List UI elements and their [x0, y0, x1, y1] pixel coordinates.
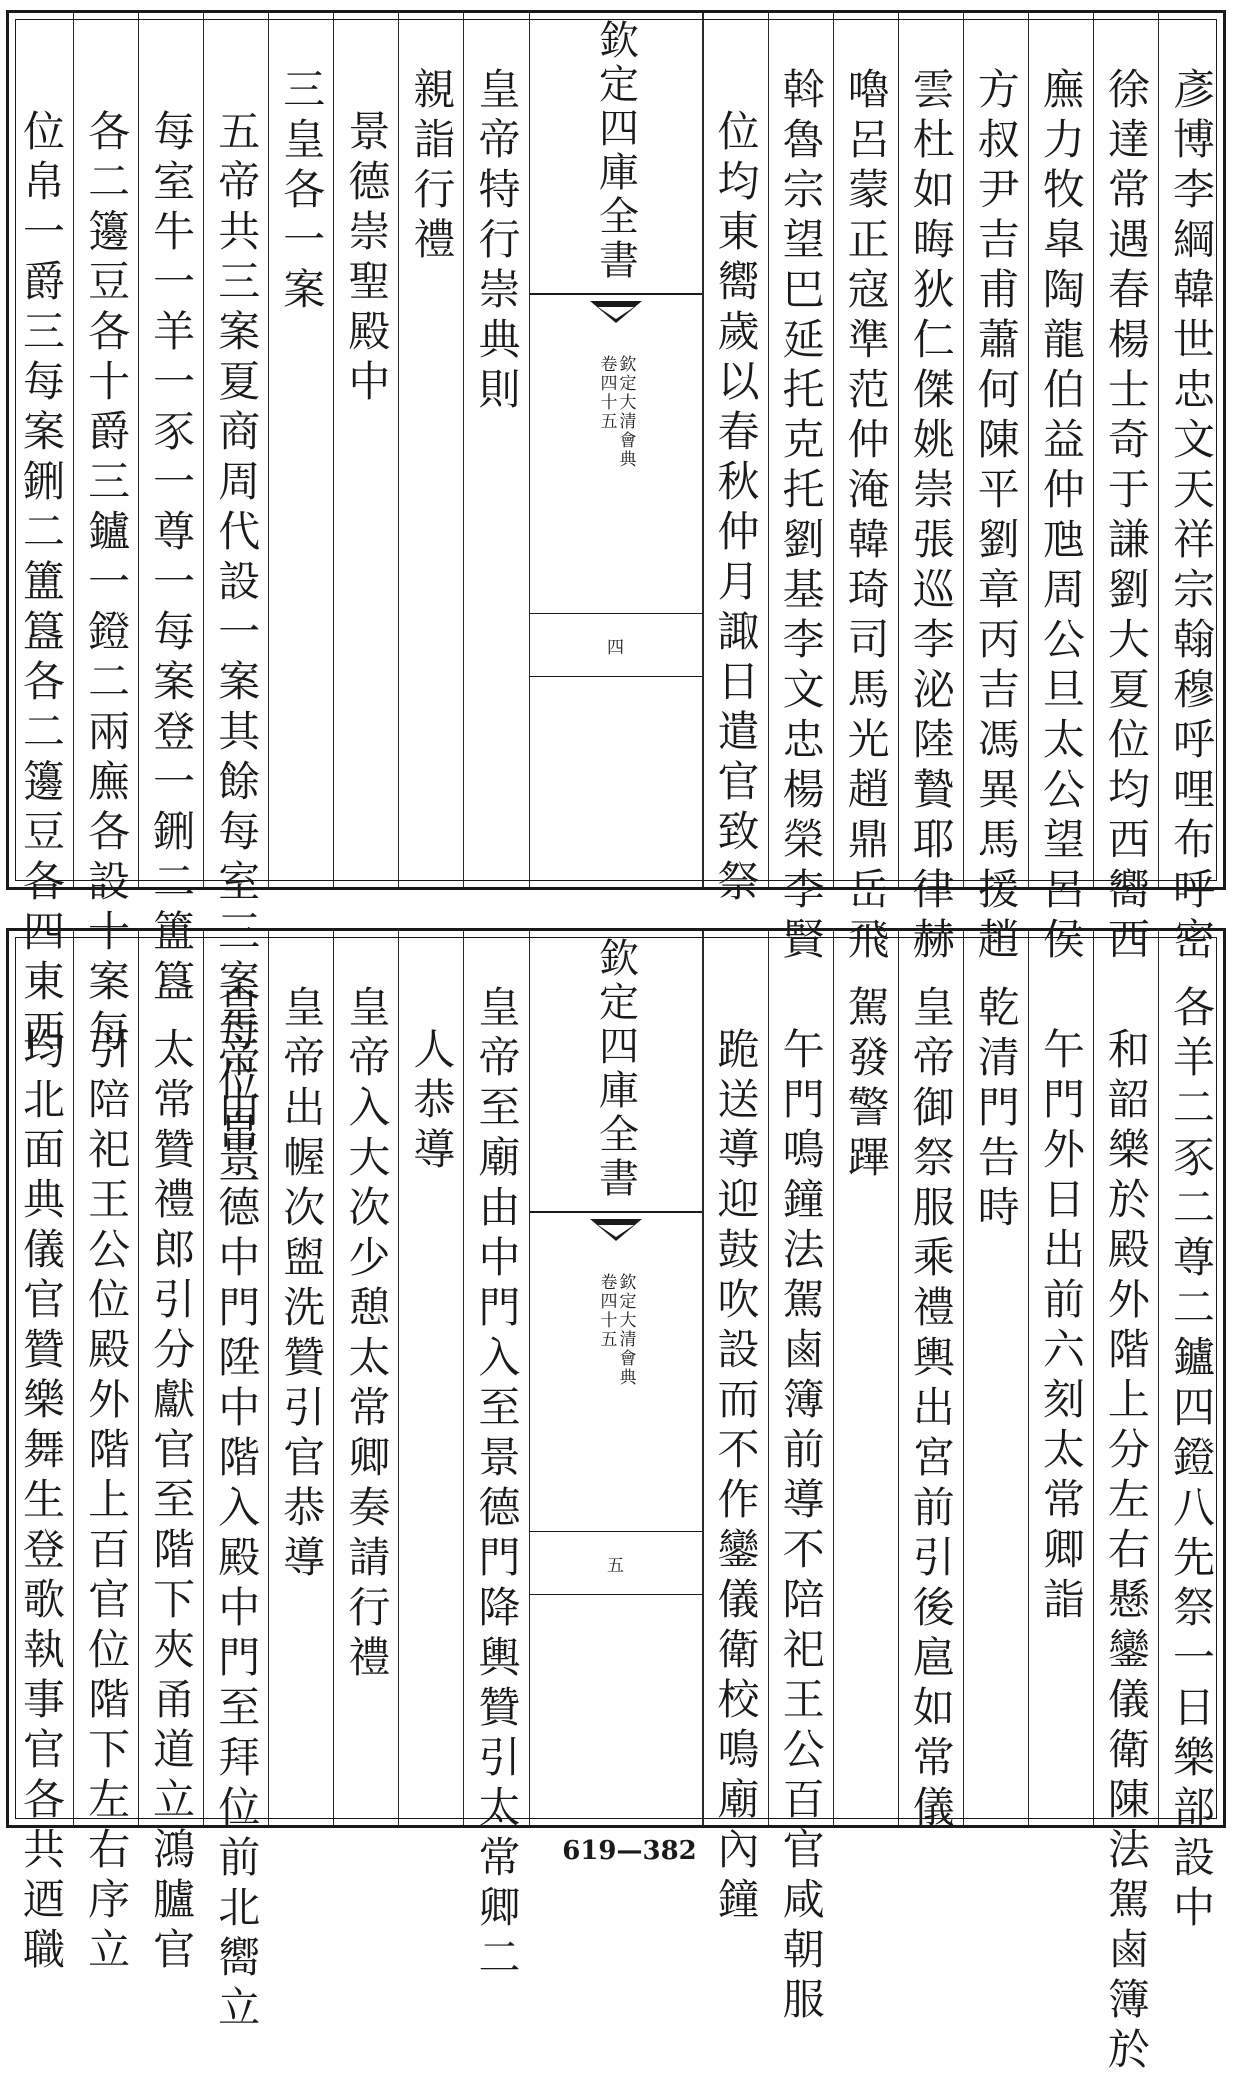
- fish-tail-mark: [530, 1211, 702, 1259]
- text-column: 跪送導迎鼓吹設而不作鑾儀衛校鳴廟內鐘: [703, 931, 768, 1825]
- text-column: 五帝共三案夏商周代設一案其餘每室三案每位帛一: [203, 13, 268, 887]
- library-title: 欽定四庫全書: [592, 937, 639, 1201]
- text-column: 斡魯宗望巴延托克托劉基李文忠楊榮李賢: [768, 13, 833, 887]
- volume-number: 卷四十五: [596, 355, 617, 431]
- text-column: 皇帝至廟由中門入至景德門降輿贊引太常卿二: [463, 931, 528, 1825]
- text-column: 均北面典儀官贊樂舞生登歌執事官各共迺職: [17, 1027, 67, 1977]
- text-column: 皇帝由景德中門陞中階入殿中門至拜位前北嚮立: [203, 931, 268, 1825]
- text-column: 皇帝入大次少憩太常卿奏請行禮: [333, 931, 398, 1825]
- fish-tail-mark: [530, 293, 702, 341]
- spine-subtitle: [598, 355, 634, 469]
- book-title: 欽定大清會典: [615, 355, 636, 469]
- text-column: 皇帝御祭服乘禮輿出宮前引後扈如常儀: [898, 931, 963, 1825]
- text-column: 皇帝特行崇典則: [463, 13, 528, 887]
- text-column: 各二籩豆各十爵三鑪一鐙二兩廡各設十案每: [73, 13, 138, 887]
- library-title: 欽定四庫全書: [592, 19, 639, 283]
- text-column: 人恭導: [398, 931, 463, 1825]
- spine-subtitle: [598, 1273, 634, 1387]
- folio-number: 五: [530, 1531, 702, 1595]
- text-column: 雲杜如晦狄仁傑姚崇張巡李泌陸贄耶律赫: [898, 13, 963, 887]
- folio-number: 四: [530, 613, 702, 677]
- text-column: 駕發警蹕: [833, 931, 898, 1825]
- text-column: 位均東嚮歲以春秋仲月諏日遣官致祭: [703, 13, 768, 887]
- text-column: 皇帝出幄次盥洗贊引官恭導: [268, 931, 333, 1825]
- text-column: 彥博李綱韓世忠文天祥宗翰穆呼哩布呼密: [1158, 13, 1223, 887]
- text-column: 方叔尹吉甫蕭何陳平劉章丙吉馮異馬援趙: [963, 13, 1028, 887]
- text-column: 午門鳴鐘法駕鹵簿前導不陪祀王公百官咸朝服: [768, 931, 833, 1825]
- page-spine: [529, 931, 703, 1825]
- text-column: 景德崇聖殿中: [333, 13, 398, 887]
- text-column: 位帛一爵三每案鉶二簠簋各二籩豆各四東西: [17, 109, 67, 1059]
- book-title: 欽定大清會典: [615, 1273, 636, 1387]
- text-column: 乾清門告時: [963, 931, 1028, 1825]
- volume-number: 卷四十五: [596, 1273, 617, 1349]
- text-column: 親詣行禮: [398, 13, 463, 887]
- page-spine: [529, 13, 703, 887]
- text-column: 三皇各一案: [268, 13, 333, 887]
- text-column: 每室牛一羊一豕一尊一每案登一鉶二簠簋: [138, 13, 203, 887]
- text-column: 太常贊禮郎引分獻官至階下夾甬道立鴻臚官: [138, 931, 203, 1825]
- text-column: 嚕呂蒙正寇準范仲淹韓琦司馬光趙鼎岳飛: [833, 13, 898, 887]
- text-column: 徐達常遇春楊士奇于謙劉大夏位均西嚮西: [1093, 13, 1158, 887]
- page-number-footer: 619—382: [562, 1836, 697, 1866]
- text-column: 各羊二豕二尊二鑪四鐙八先祭一日樂部設中: [1158, 931, 1223, 1825]
- text-column: 和韶樂於殿外階上分左右懸鑾儀衛陳法駕鹵簿於: [1093, 931, 1158, 1825]
- text-column: 廡力牧皐陶龍伯益仲虺周公旦太公望呂侯: [1028, 13, 1093, 887]
- text-column: 引陪祀王公位殿外階上百官位階下左右序立: [73, 931, 138, 1825]
- text-column: 午門外日出前六刻太常卿詣: [1028, 931, 1093, 1825]
